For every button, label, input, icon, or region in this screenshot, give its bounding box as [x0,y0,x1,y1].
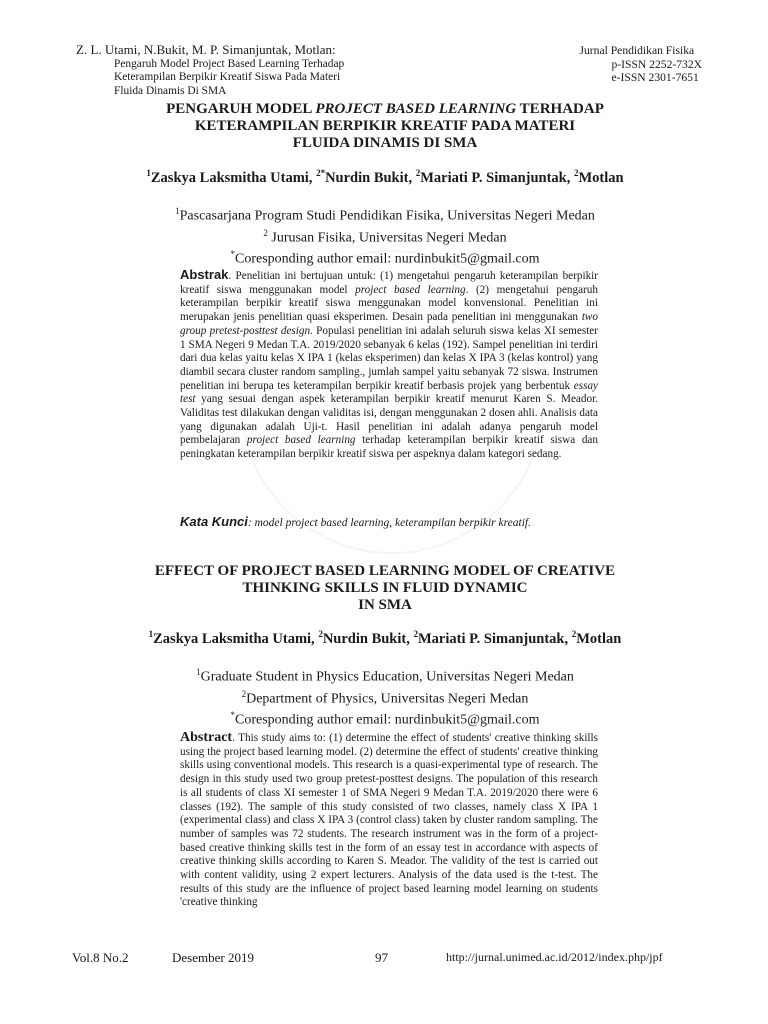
abstract-text: yang sesuai dengan aspek keterampilan berpikir kreatif menurut Karen S. Meador. Validitas test dilakukan dengan validitas isi, dengan menggunakan 2 dosen ahli. Analisis data yang digunakan adalah Uji-t. Hasil penelitian ini adalah adanya pengaruh model pembelajaran [180,393,598,447]
header-authors: Z. L. Utami, N.Bukit, M. P. Simanjuntak, Motlan: [76,42,336,57]
author: Zaskya Laksmitha Utami, [153,630,319,647]
affil-mark: * [230,249,235,260]
email-line: Coresponding author email: nurdinbukit5@gmail.com [234,251,540,267]
abstract-text: . (2) mengetahui pengaruh keterampilan berpikir kreatif siswa menggunakan model konvensional. Penelitian ini merupakan jenis penelitian quasi eksperimen. Desain pada penelitian ini menggunakan [180,283,598,324]
abstract-label: Abstrak [180,267,229,282]
running-title-line: Pengaruh Model Project Based Learning Terhadap [114,58,345,70]
journal-info [580,44,703,85]
affil-mark: 2 [263,227,268,238]
affil-line: Pascasarjana Program Studi Pendidikan Fisika, Universitas Negeri Medan [179,208,595,224]
affil-mark: 2 [241,688,247,699]
abstract-text: . This study aims to: (1) determine the effect of students' creative thinking skills using the project based learning model. (2) determine the effect of students' creative thinking skills using conventional models. This research is a quasi-experimental type of research. The design in this study used two group pretest-posttest designs. The population of this research is all students of class XI semester 1 of SMA Negeri 9 Medan T.A. 2019/2020 there were 6 classes (192). The sample of this study consisted of two classes, namely class X IPA 1 (experimental class) and class X IPA 3 (control class) taken by cluster random sampling. The number of samples was 72 students. The research instrument was in the form of a project-based creative thinking skills test in the form of an essay test in accordance with aspects of creative thinking skills according to Karen S. Meador. The validity of the test is carried out with content validity, using 2 expert lecturers. Analysis of the data used is the t-test. The results of this study are the influence of project based learning model learning on students 'creative thinking [180,732,598,909]
abstract-id [180,268,598,462]
affil-line: Department of Physics, Universitas Negeri Medan [246,691,529,707]
running-title-line: Keterampilan Berpikir Kreatif Siswa Pada Materi [114,71,341,84]
affiliations-en [60,664,710,729]
author: Nurdin Bukit, [325,169,416,186]
keywords-id [180,514,610,529]
author: Motlan [578,169,624,186]
abstract-text: Populasi penelitian ini adalah seluruh siswa kelas XI semester 1 SMA Negeri 9 Medan T.A. 2019/2020 sebanyak 6 kelas (192). Sampel penelitian ini terdiri dari dua kelas yaitu kelas X IPA 1 (kelas eksperimen) dan kelas X IPA 3 (kelas kontrol) yang diambil secara cluster random sampling., jumlah sampel yaitu sebanyak 72 siswa. Instrumen penelitian ini berupa tes keterampilan berpikir kreatif berbasis projek yang berbentuk [180,324,598,392]
title-id-line2: KETERAMPILAN BERPIKIR KREATIF PADA MATERI [194,118,576,134]
email-line: Coresponding author email: nurdinbukit5@gmail.com [234,712,540,728]
author-mark: 2 [571,629,577,639]
abstract-italic: two group pretest-posttest design. [180,311,598,337]
title-id-part: TERHADAP [516,101,604,117]
eissn: e-ISSN 2301-7651 [611,71,699,85]
affil-mark: 1 [175,206,180,216]
footer-date: Desember 2019 [172,950,254,965]
author-mark: 2 [415,168,421,178]
title-en-line3: IN SMA [358,597,412,613]
author: Mariati P. Simanjuntak, [417,630,572,647]
affiliations-id [60,203,710,268]
running-title [114,58,344,98]
title-id-italic: PROJECT BASED LEARNING [315,101,517,117]
title-id-part: PENGARUH MODEL [166,101,316,117]
title-id [90,101,680,152]
affil-mark: * [230,710,235,721]
abstract-italic: project based learning [355,283,466,296]
title-en [90,563,680,614]
running-title-line: Fluida Dinamis Di SMA [114,84,227,97]
affil-mark: 1 [196,667,201,677]
author-mark: 1 [148,629,154,639]
abstract-text: terhadap keterampilan berpikir kreatif siswa dan peningkatan keterampilan berpikir kreatif siswa per aspeknya dalam kategori sedang. [180,434,598,461]
author-mark: 2 [573,168,579,178]
abstract-en [180,731,598,931]
author-mark: 1 [146,168,151,178]
affil-line: Graduate Student in Physics Education, Universitas Negeri Medan [200,669,574,685]
author: Motlan [576,630,622,647]
keywords-text: : model project based learning, keterampilan berpikir kreatif. [247,517,531,529]
title-id-line3: FLUIDA DINAMIS DI SMA [292,135,478,151]
authors-en [60,629,710,648]
footer-volume: Vol.8 No.2 [72,950,129,965]
author-mark: 2* [316,168,326,178]
title-en-line1: EFFECT OF PROJECT BASED LEARNING MODEL OF CREATIVE [154,563,616,579]
author-mark: 2 [413,629,418,639]
abstract-text: . Penelitian ini bertujuan untuk: (1) mengetahui pengaruh keterampilan berpikir kreatif siswa menggunakan model [180,270,598,296]
page-number: 97 [375,950,388,965]
abstract-italic: project based learning [246,434,356,447]
journal-name: Jurnal Pendidikan Fisika [579,44,695,57]
title-en-line2: THINKING SKILLS IN FLUID DYNAMIC [242,580,528,596]
abstract-label: Abstract [180,731,233,745]
abstract-italic: essay test [180,379,598,406]
pissn: p-ISSN 2252-732X [611,57,702,71]
author-mark: 2 [318,629,323,639]
author: Mariati P. Simanjuntak, [420,169,574,186]
keywords-label: Kata Kunci [180,514,248,529]
author: Nurdin Bukit, [322,630,414,647]
affil-line: Jurusan Fisika, Universitas Negeri Medan [267,230,507,246]
authors-id [60,168,710,187]
author: Zaskya Laksmitha Utami, [150,169,317,186]
journal-url-link[interactable]: http://jurnal.unimed.ac.id/2012/index.php/jpf [446,950,663,964]
